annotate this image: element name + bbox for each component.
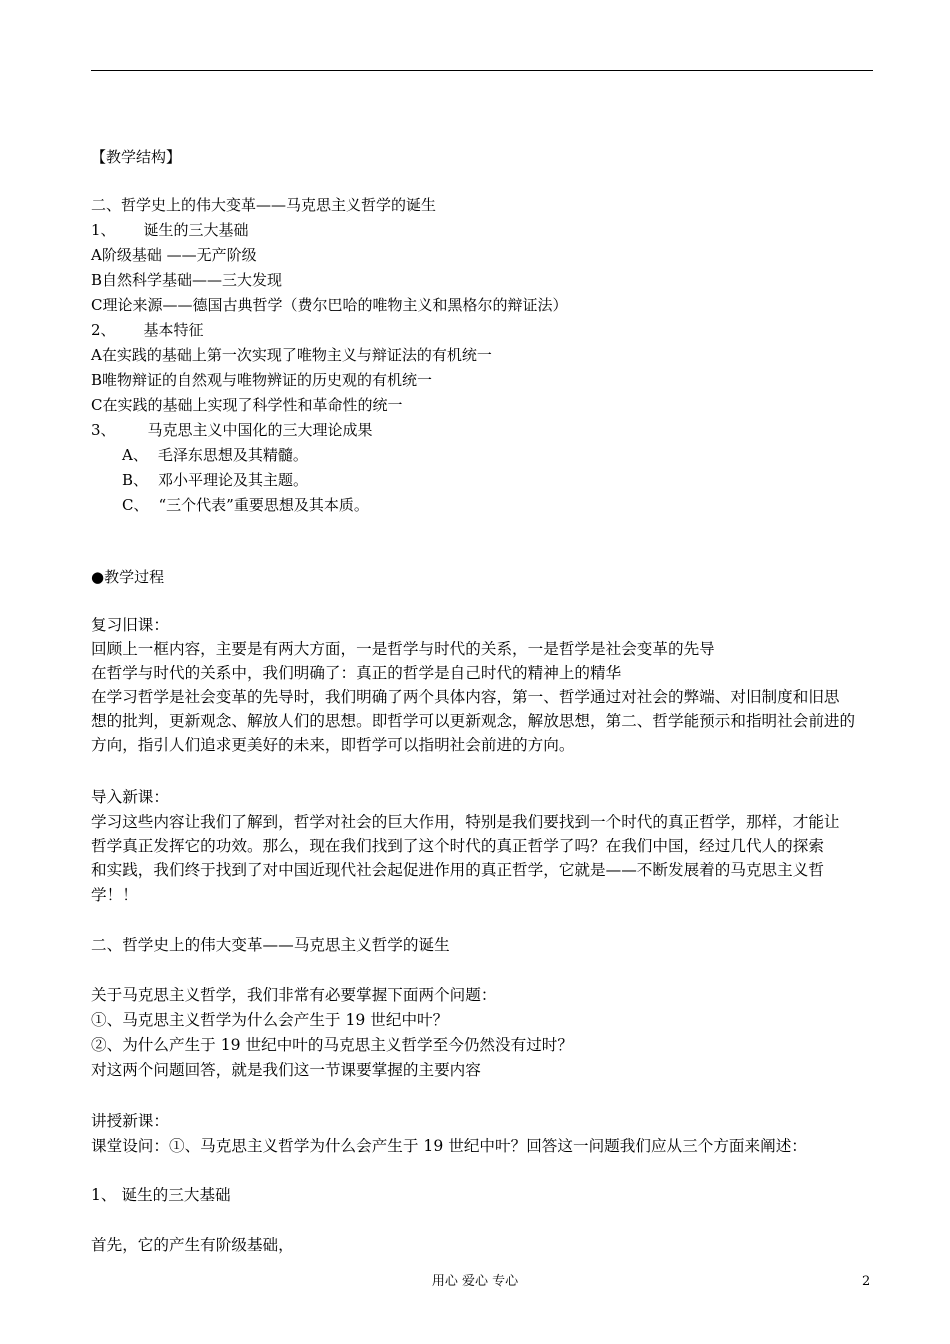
structure-item-3b (122, 469, 308, 491)
intro-line-2: 哲学真正发挥它的功效。那么，现在我们找到了这个时代的真正哲学了吗？在我们中国，经过几代人的探索 (91, 837, 824, 855)
lecture-title: 讲授新课： (91, 1112, 169, 1130)
section-title: 二、哲学史上的伟大变革——马克思主义哲学的诞生 (91, 196, 437, 214)
footer-motto: 用心 爱心 专心 (431, 1274, 519, 1289)
sub-marker: B、 (122, 471, 149, 489)
sub-marker: C、 (122, 496, 149, 514)
questions-conclusion: 对这两个问题回答，就是我们这一节课要掌握的主要内容 (91, 1061, 481, 1079)
structure-item-1c: C理论来源——德国古典哲学（费尔巴哈的唯物主义和黑格尔的辩证法） (91, 296, 568, 314)
review-title: 复习旧课： (91, 616, 169, 634)
structure-item-1 (91, 219, 249, 241)
item-number: 2、 (91, 321, 116, 339)
question-1: ①、马克思主义哲学为什么会产生于 19 世纪中叶？ (91, 1011, 449, 1029)
item-text: 基本特征 (143, 321, 204, 339)
intro-title: 导入新课： (91, 788, 169, 806)
section-title-2: 二、哲学史上的伟大变革——马克思主义哲学的诞生 (91, 936, 450, 954)
teaching-structure-heading: 【教学结构】 (91, 148, 182, 166)
lecture-question: 课堂设问：①、马克思主义哲学为什么会产生于 19 世纪中叶？回答这一问题我们应从三个方面来阐述： (91, 1137, 807, 1155)
page-number: 2 (862, 1274, 871, 1289)
structure-item-2a: A在实践的基础上第一次实现了唯物主义与辩证法的有机统一 (91, 346, 492, 364)
review-paragraph-3-line-3: 方向，指引人们追求更美好的未来，即哲学可以指明社会前进的方向。 (91, 736, 575, 754)
structure-item-1a: A阶级基础 ——无产阶级 (91, 246, 257, 264)
intro-line-1: 学习这些内容让我们了解到，哲学对社会的巨大作用，特别是我们要找到一个时代的真正哲学，那样，才能让 (91, 813, 840, 831)
item-text: 诞生的三大基础 (143, 221, 249, 239)
sub-marker: A、 (122, 446, 148, 464)
item-number: 3、 (91, 421, 116, 439)
structure-item-3c (122, 494, 369, 516)
structure-item-3a (122, 444, 308, 466)
sub-text: 毛泽东思想及其精髓。 (157, 446, 308, 464)
sub-text: 邓小平理论及其主题。 (158, 471, 309, 489)
teaching-process-heading: ●教学过程 (91, 568, 165, 586)
item-text: 马克思主义中国化的三大理论成果 (147, 421, 373, 439)
structure-item-1b: B自然科学基础——三大发现 (91, 271, 283, 289)
structure-item-3 (91, 419, 373, 441)
review-paragraph-1: 回顾上一框内容，主要是有两大方面，一是哲学与时代的关系，一是哲学是社会变革的先导 (91, 640, 715, 658)
structure-item-2c: C在实践的基础上实现了科学性和革命性的统一 (91, 396, 403, 414)
intro-line-4: 学！！ (91, 886, 138, 904)
review-paragraph-3-line-2: 想的批判，更新观念、解放人们的思想。即哲学可以更新观念，解放思想，第二、哲学能预示和指明社会前进的 (91, 712, 856, 730)
point-1-heading: 1、 诞生的三大基础 (91, 1186, 231, 1204)
item-number: 1、 (91, 221, 116, 239)
intro-line-3: 和实践，我们终于找到了对中国近现代社会起促进作用的真正哲学，它就是——不断发展着的马克思主义哲 (91, 861, 824, 879)
questions-intro: 关于马克思主义哲学，我们非常有必要掌握下面两个问题： (91, 986, 497, 1004)
question-2: ②、为什么产生于 19 世纪中叶的马克思主义哲学至今仍然没有过时？ (91, 1036, 573, 1054)
review-paragraph-2: 在哲学与时代的关系中，我们明确了：真正的哲学是自己时代的精神上的精华 (91, 664, 622, 682)
review-paragraph-3-line-1: 在学习哲学是社会变革的先导时，我们明确了两个具体内容，第一、哲学通过对社会的弊端、对旧制度和旧思 (91, 688, 840, 706)
structure-item-2b: B唯物辩证的自然观与唯物辨证的历史观的有机统一 (91, 371, 433, 389)
sub-text: “三个代表”重要思想及其本质。 (158, 496, 369, 514)
header-rule (91, 70, 873, 71)
point-1-first-line: 首先，它的产生有阶级基础， (91, 1236, 294, 1254)
structure-item-2 (91, 319, 204, 341)
